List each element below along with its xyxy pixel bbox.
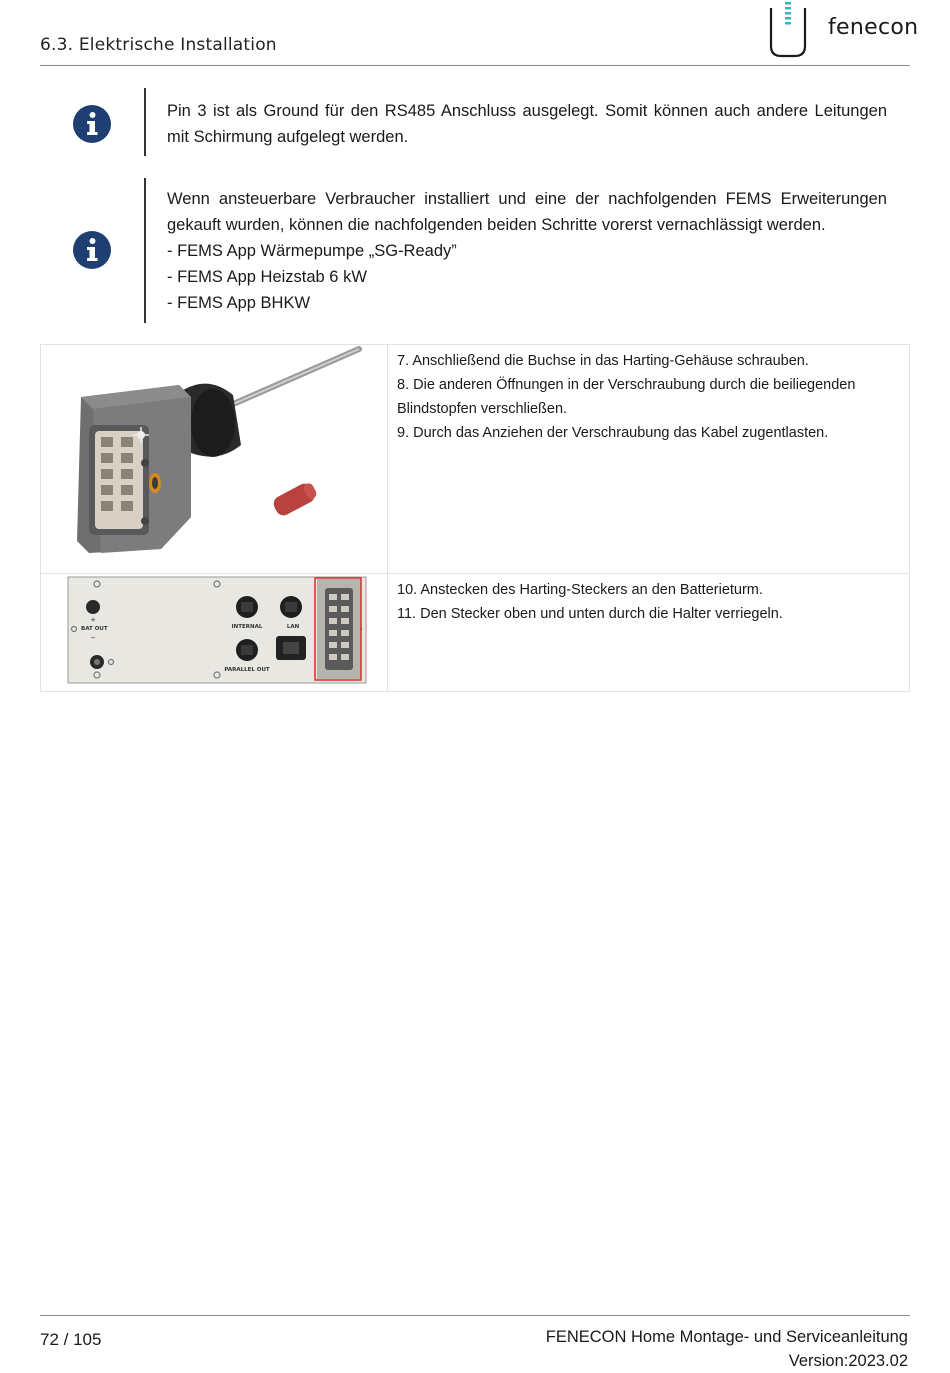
plus-label: + [90,616,96,624]
step-text: 10. Anstecken des Harting-Steckers an den Batterieturm. [397,582,763,598]
internal-label: INTERNAL [231,624,263,630]
note-text: Wenn ansteuerbare Verbraucher installiert und eine der nachfolgenden FEMS Erweiterungen gekauft wurden, können die nachfolgenden beiden Schritte vorerst vernachlässigt werden. [167,190,887,234]
section-title: 6.3. Elektrische Installation [40,35,277,55]
step-text: 9. Durch das Anziehen der Verschraubung das Kabel zugentlasten. [397,425,829,441]
table-row [41,345,910,574]
document-version: Version:2023.02 [788,1352,908,1370]
step-text: 7. Anschließend die Buchse in das Harting-Gehäuse schrauben. [397,353,809,369]
document-title: FENECON Home Montage- und Serviceanleitung [545,1328,908,1346]
parallel-out-label: PARALLEL OUT [224,667,270,673]
info-note-1 [40,88,910,158]
step-image-cell [41,574,388,692]
step-text-cell [388,574,910,692]
lan-label: LAN [286,624,300,630]
footer-divider [40,1315,910,1316]
harting-connector-illustration [41,345,387,569]
table-row [41,574,910,692]
step-image-cell [41,345,388,574]
fenecon-logo-icon [765,0,811,60]
note-text: Pin 3 ist als Ground für den RS485 Anschluss ausgelegt. Somit können auch andere Leitungen mit Schirmung aufgelegt werden. [167,102,887,146]
step-text: 8. Die anderen Öffnungen in der Verschraubung durch die beiliegenden Blindstopfen verschließen. [397,377,856,417]
installation-steps-table [40,344,910,692]
info-icon [72,230,112,270]
page-number: 72 / 105 [40,1330,102,1349]
note-list-item: - FEMS App Heizstab 6 kW [167,268,367,286]
battery-panel-illustration [41,574,387,687]
bat-out-label: BAT OUT [81,626,108,632]
note-list-item: - FEMS App Wärmepumpe „SG-Ready” [167,242,457,260]
step-text-cell [388,345,910,574]
minus-label: − [90,634,96,642]
footer-doc-info [546,1325,908,1373]
info-icon [72,104,112,144]
note-bar [144,88,146,156]
step-text: 11. Den Stecker oben und unten durch die Halter verriegeln. [397,606,783,622]
header-divider [40,65,910,66]
logo-text: fenecon [828,15,919,40]
note-bar [144,178,146,323]
note-list-item: - FEMS App BHKW [167,294,311,312]
info-note-2 [40,178,910,324]
